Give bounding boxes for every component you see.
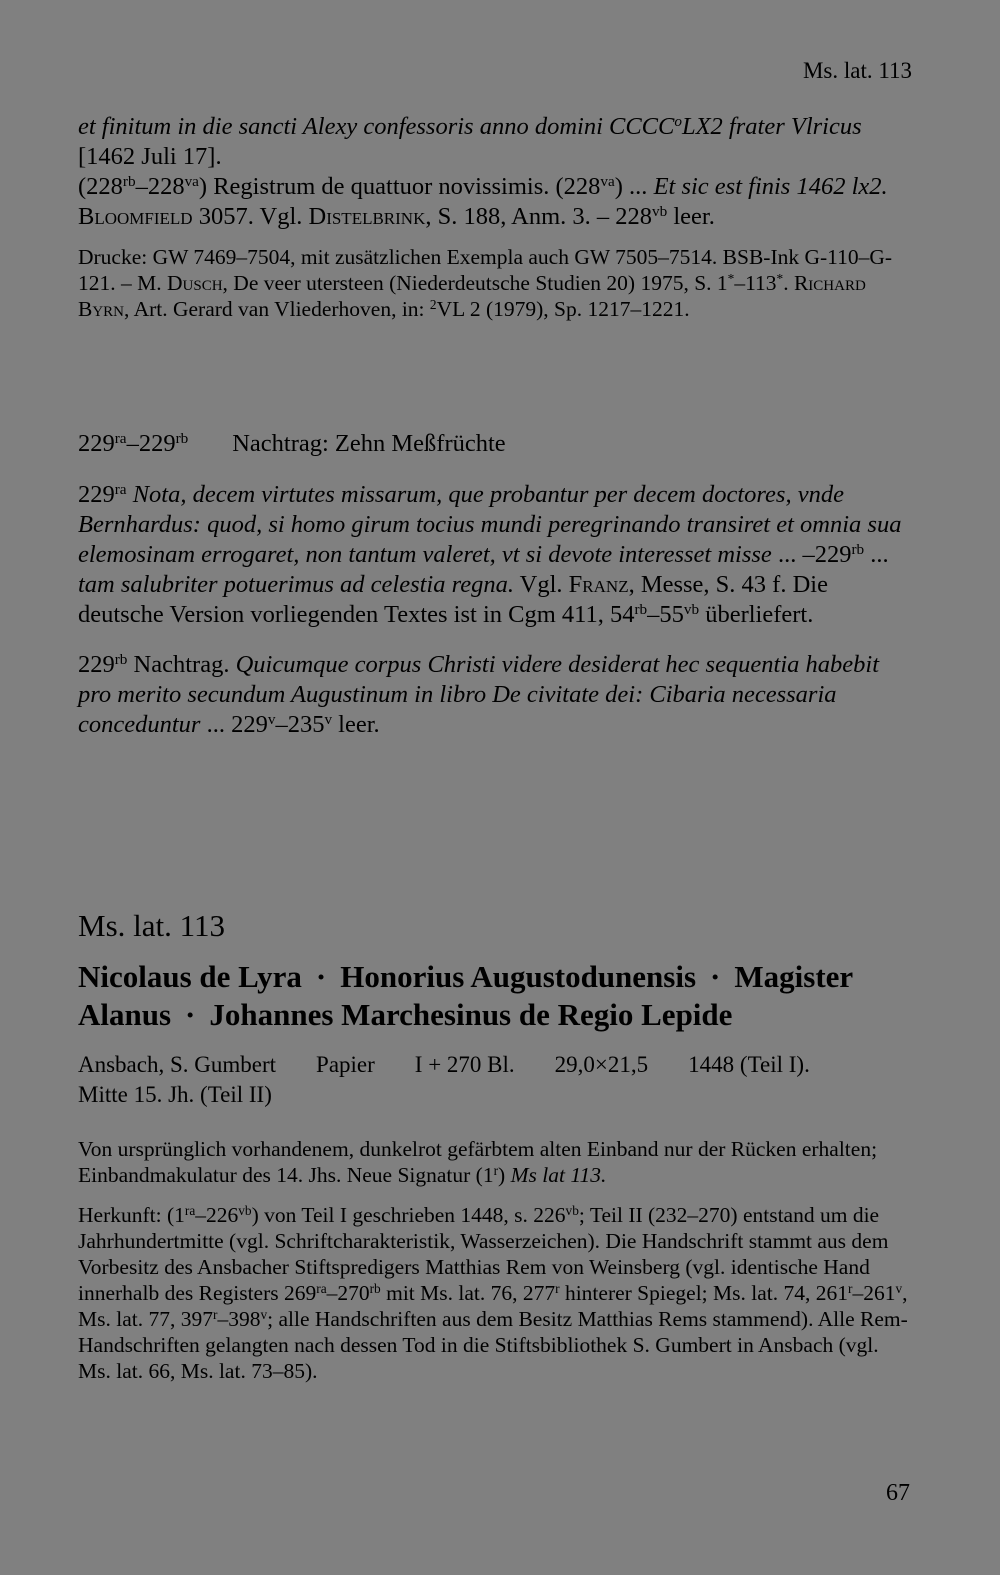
registrum-paragraph: $(228^{rb}-228^{va})$ Registrum de quattuor novissimis. $(228^{va})$ ... Et sic est finis 1462 lx2. Bloomfield 3057. Vgl. Distelbrink, S. 188, Anm. 3. – $228^{vb}$ leer. <box>78 172 888 230</box>
leaves: I + 270 Bl. <box>414 1052 515 1077</box>
date-part-2: Mitte 15. Jh. (Teil II) <box>78 1082 272 1107</box>
colophon-paragraph: et finitum in die sancti Alexy confessoris anno domini CCCC$^o$LX2 frater Vlricus [1462 Juli 17]. <box>78 112 862 170</box>
provenance-note: Herkunft: $(1^{ra}-226^{vb})$ von Teil I geschrieben 1448, s. $226^{vb}$; Teil II (232–270) entstand um die Jahrhundertmitte (vgl. Schriftcharakteristik, Wasserzeichen). Die Handschrift stammt aus dem Vorbesitz des Ansbacher Stiftspredigers Matthias Rem von Weinsberg (vgl. identische Hand innerhalb des Registers $269^{ra}-270^{rb}$ mit Ms. lat. 76, 277$^r$ hinterer Spiegel; Ms. lat. 74, 261$^r$–261$^v$, Ms. lat. 77, 397$^r$–398$^v$; alle Handschriften aus dem Besitz Matthias Rems stammend). Alle Rem-Handschriften gelangten nach dessen Tod in die Stiftsbibliothek S. Gumbert in Ansbach (vgl. Ms. lat. 66, Ms. lat. 73–85). <box>78 1202 908 1383</box>
authors-heading: Nicolaus de Lyra · Honorius Augustodunensis · Magister Alanus · Johannes Marchesinus de Regio Lepide <box>78 959 853 1032</box>
page-number: 67 <box>886 1480 910 1506</box>
colophon-text: et finitum in die sancti Alexy confessoris anno domini CCCC$^o$LX2 frater Vlricus <box>78 112 862 140</box>
previous-entry <box>78 112 910 322</box>
section-heading <box>78 430 910 458</box>
nachtrag-paragraph: $229^{rb}$ Nachtrag. Quicumque corpus Christi videre desiderat hec sequentia habebit pro merito secundum Augustinum in libro De civitate dei: Cibaria necessaria conceduntur ... 229$^v$–235$^v$ leer. <box>78 650 880 738</box>
shelfmark-heading: Ms. lat. 113 <box>78 908 225 943</box>
section-title: Nachtrag: Zehn Meßfrüchte <box>232 430 506 457</box>
dimensions: 29,0×21,5 <box>554 1052 649 1077</box>
entry-ms-lat-113 <box>78 908 910 1384</box>
literature-note: Drucke: GW 7469–7504, mit zusätzlichen Exempla auch GW 7505–7514. BSB-Ink G-110–G-121. – M. Dusch, De veer utersteen (Niederdeutsche Studien 20) 1975, S. 1*–113*. Richard Byrn, Art. Gerard van Vliederhoven, in: $^2$VL 2 (1979), Sp. 1217–1221. <box>78 245 893 321</box>
folio-range: $229^{ra}-229^{rb}$ <box>78 429 189 457</box>
binding-note: Von ursprünglich vorhandenem, dunkelrot gefärbtem alten Einband nur der Rücken erhalten; Einbandmakulatur des 14. Jhs. Neue Signatur (1$^r$) Ms lat 113. <box>78 1137 878 1187</box>
date: 1448 (Teil I). <box>688 1052 810 1077</box>
material: Papier <box>316 1052 375 1077</box>
running-head: Ms. lat. 113 <box>802 58 912 83</box>
place: Ansbach, S. Gumbert <box>78 1052 277 1077</box>
section-229 <box>78 430 910 740</box>
codicological-data <box>78 1050 910 1110</box>
mass-fruits-paragraph: $229^{ra}$ Nota, decem virtutes missarum, que probantur per decem doctores, vnde Bernhardus: quod, si homo girum tocius mundi peregrinando transiret et omnia sua elemosinam errogaret, non tantum valeret, vt si devote interesset misse ... $-229^{rb}$ ... tam salubriter potuerimus ad celestia regna. Vgl. Franz, Messe, S. 43 f. Die deutsche Version vorliegenden Textes ist in Cgm 411, $54^{rb}-55^{vb}$ überliefert. <box>78 480 902 628</box>
